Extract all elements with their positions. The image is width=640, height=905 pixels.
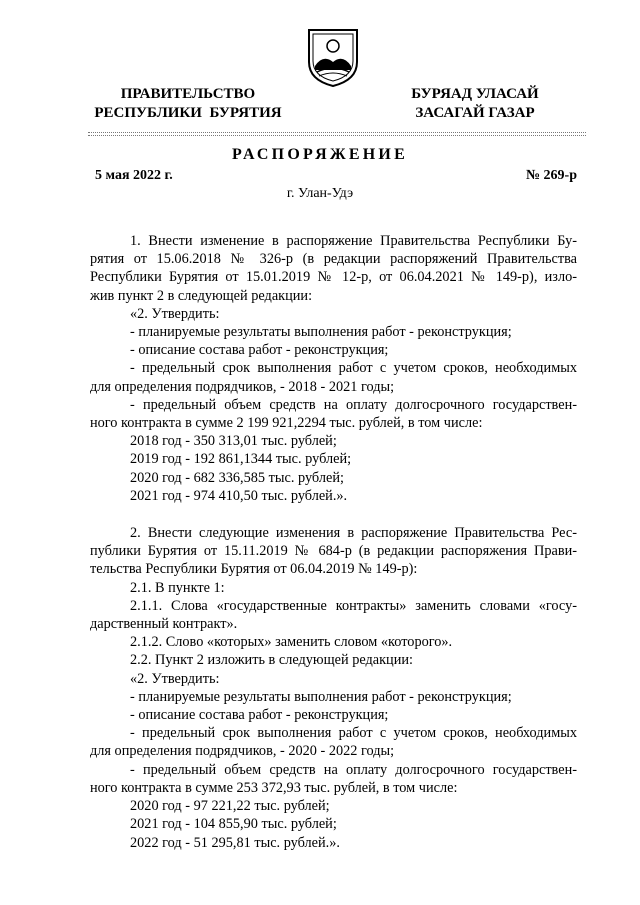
body-line: ного контракта в сумме 253 372,93 тыс. рублей, в том числе: [90,779,458,796]
government-name-ru-line1: ПРАВИТЕЛЬСТВО [120,86,256,102]
document-body [90,232,577,852]
body-line: «2. Утвердить: [130,670,220,687]
body-line: «2. Утвердить: [130,305,220,322]
body-line: тельства Республики Бурятия от 06.04.2019 № 149-р): [90,561,418,578]
body-line: 2020 год - 97 221,22 тыс. рублей; [130,798,330,815]
body-line: 2.1. В пункте 1: [130,579,225,596]
body-line: для определения подрядчиков, - 2020 - 2022 годы; [90,743,395,760]
government-name-ru-line2: РЕСПУБЛИКИ БУРЯТИЯ [94,105,282,121]
body-line: - планируемые результаты выполнения работ - реконструкция; [130,688,512,705]
document-date: 5 мая 2022 г. [95,168,173,183]
document-number: № 269-р [525,168,577,183]
header-divider-secondary [88,135,586,136]
government-name-bua [400,85,550,123]
body-line: 2. Внести следующие изменения в распоряжение Правительства Рес- [130,525,577,542]
body-line: Республики Бурятия от 15.01.2019 № 12-р, от 06.04.2021 № 149-р), изло- [90,269,577,286]
body-line: - предельный срок выполнения работ с учетом сроков, необходимых [130,360,577,377]
coat-of-arms-icon [305,26,361,88]
body-line: жив пункт 2 в следующей редакции: [90,287,313,304]
document-title: РАСПОРЯЖЕНИЕ [232,146,408,163]
body-line: 2022 год - 51 295,81 тыс. рублей.». [130,834,340,851]
body-line: - предельный объем средств на оплату долгосрочного государствен- [130,761,577,778]
government-name-ru [88,85,288,123]
body-line: 2.2. Пункт 2 изложить в следующей редакции: [130,652,413,669]
body-line: 1. Внести изменение в распоряжение Правительства Республики Бу- [130,233,577,249]
body-line: - предельный срок выполнения работ с учетом сроков, необходимых [130,725,577,742]
government-name-bua-line1: БУРЯАД УЛАСАЙ [411,86,539,102]
body-line: - предельный объем средств на оплату долгосрочного государствен- [130,396,577,413]
body-line: - описание состава работ - реконструкция; [130,342,389,359]
body-line: публики Бурятия от 15.11.2019 № 684-р (в редакции распоряжения Прави- [90,543,577,560]
body-line: 2020 год - 682 336,585 тыс. рублей; [130,469,344,486]
body-line: 2019 год - 192 861,1344 тыс. рублей; [130,451,352,468]
body-line: 2018 год - 350 313,01 тыс. рублей; [130,433,337,450]
body-line: ного контракта в сумме 2 199 921,2294 тыс. рублей, в том числе: [90,415,483,432]
paragraph-spacer [90,505,577,524]
body-line: рятия от 15.06.2018 № 326-р (в редакции распоряжений Правительства [90,251,577,268]
header-divider [88,132,586,133]
body-line: 2021 год - 974 410,50 тыс. рублей.». [130,487,348,504]
body-line: для определения подрядчиков, - 2018 - 2021 годы; [90,378,395,395]
body-line: 2.1.2. Слово «которых» заменить словом «которого». [130,634,453,651]
government-name-bua-line2: ЗАСАГАЙ ГАЗАР [415,105,535,121]
body-line: дарственный контракт». [90,616,238,633]
body-line: 2.1.1. Слова «государственные контракты» заменить словами «госу- [130,597,577,614]
body-line: 2021 год - 104 855,90 тыс. рублей; [130,816,337,833]
body-line: - планируемые результаты выполнения работ - реконструкция; [130,324,512,341]
body-line: - описание состава работ - реконструкция; [130,707,389,724]
document-city: г. Улан-Удэ [286,186,354,201]
